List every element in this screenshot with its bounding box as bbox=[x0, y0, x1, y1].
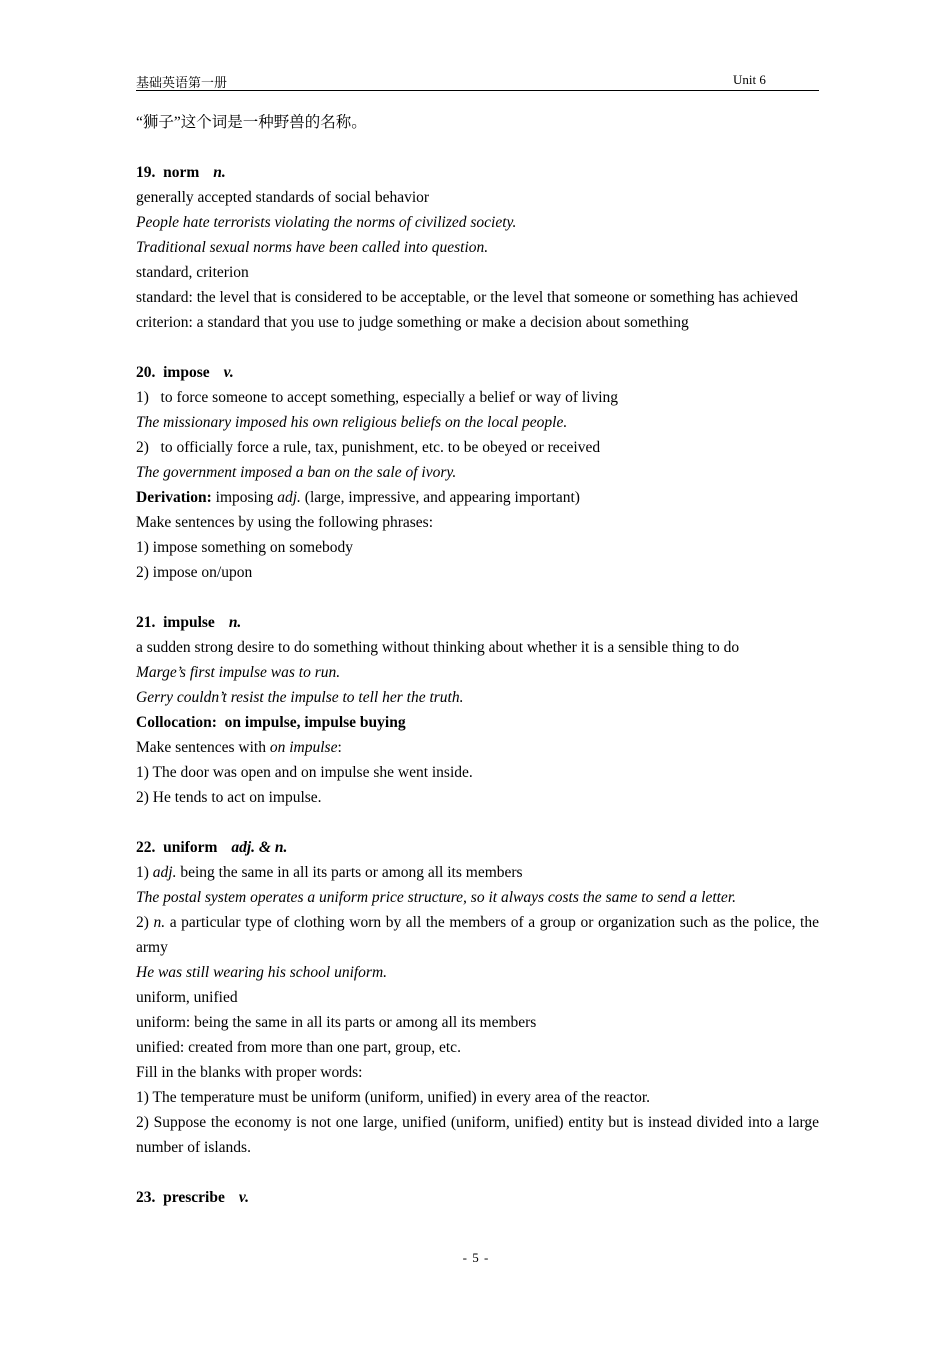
entry-pos: v. bbox=[238, 1189, 250, 1206]
exercise-item: 2) He tends to act on impulse. bbox=[136, 789, 322, 806]
entry-word: 22. uniform bbox=[136, 839, 218, 856]
synonym-definition: uniform: being the same in all its parts or among all its members bbox=[136, 1014, 537, 1031]
header-book-title: 基础英语第一册 bbox=[136, 75, 228, 90]
derivation-pos: adj. bbox=[277, 489, 301, 506]
intro-line: “狮子”这个词是一种野兽的名称。 bbox=[136, 114, 367, 131]
spacer bbox=[136, 585, 819, 610]
definition: 2) to officially force a rule, tax, punishment, etc. to be obeyed or received bbox=[136, 439, 601, 456]
header-unit: Unit 6 bbox=[733, 72, 766, 87]
example-sentence: Marge’s first impulse was to run. bbox=[136, 664, 341, 681]
synonym-definition: criterion: a standard that you use to judge something or make a decision about something bbox=[136, 314, 689, 331]
entry-word: 19. norm bbox=[136, 164, 200, 181]
definition-number: 1) bbox=[136, 864, 153, 881]
instruction-colon: : bbox=[337, 739, 342, 756]
exercise-item: 2) Suppose the economy is not one large, unified (uniform, unified) entity but is instead divided into a large number of islands. bbox=[136, 1114, 819, 1156]
exercise-instruction: Make sentences by using the following phrases: bbox=[136, 514, 434, 531]
exercise-item: 1) impose something on somebody bbox=[136, 539, 353, 556]
exercise-instruction bbox=[136, 735, 819, 760]
example-sentence: The postal system operates a uniform price structure, so it always costs the same to send a letter. bbox=[136, 889, 737, 906]
page-number: - 5 - bbox=[462, 1250, 490, 1265]
entry-pos: n. bbox=[213, 164, 226, 181]
spacer bbox=[136, 335, 819, 360]
definition: generally accepted standards of social behavior bbox=[136, 189, 430, 206]
page-header bbox=[136, 70, 819, 91]
example-sentence: People hate terrorists violating the norms of civilized society. bbox=[136, 214, 517, 231]
page-body bbox=[136, 110, 819, 1210]
synonym-definition: standard: the level that is considered to be acceptable, or the level that someone or something has achieved bbox=[136, 289, 798, 306]
synonym-definition: unified: created from more than one part, group, etc. bbox=[136, 1039, 461, 1056]
entry-pos: v. bbox=[223, 364, 234, 381]
example-sentence: The government imposed a ban on the sale of ivory. bbox=[136, 464, 457, 481]
entry-pos: adj. & n. bbox=[231, 839, 288, 856]
definition-text: a particular type of clothing worn by all the members of a group or organization such as the police, the army bbox=[136, 914, 819, 956]
derivation-word: imposing bbox=[211, 489, 278, 506]
definition: 1) to force someone to accept something, especially a belief or way of living bbox=[136, 389, 619, 406]
exercise-item: 2) impose on/upon bbox=[136, 564, 253, 581]
definition: a sudden strong desire to do something without thinking about whether it is a sensible thing to do bbox=[136, 639, 740, 656]
spacer bbox=[136, 135, 819, 160]
definition-text: being the same in all its parts or among all its members bbox=[176, 864, 523, 881]
derivation-meaning: (large, impressive, and appearing important) bbox=[300, 489, 580, 506]
example-sentence: He was still wearing his school uniform. bbox=[136, 964, 388, 981]
spacer bbox=[136, 810, 819, 835]
definition-number: 2) bbox=[136, 914, 154, 931]
instruction-phrase: on impulse bbox=[269, 739, 338, 756]
definition bbox=[136, 860, 819, 885]
collocation-line: Collocation: on impulse, impulse buying bbox=[136, 714, 406, 731]
entry-prescribe-heading bbox=[136, 1185, 819, 1210]
definition bbox=[136, 910, 819, 960]
derivation-label: Derivation: bbox=[136, 489, 212, 506]
exercise-instruction: Fill in the blanks with proper words: bbox=[136, 1064, 363, 1081]
entry-impulse-heading bbox=[136, 610, 819, 635]
example-sentence: Gerry couldn’t resist the impulse to tell her the truth. bbox=[136, 689, 464, 706]
definition-pos: adj. bbox=[152, 864, 177, 881]
entry-word: 23. prescribe bbox=[136, 1189, 225, 1206]
definition-pos: n. bbox=[153, 914, 166, 931]
entry-impose-heading bbox=[136, 360, 819, 385]
exercise-item: 1) The temperature must be uniform (uniform, unified) in every area of the reactor. bbox=[136, 1089, 651, 1106]
example-sentence: The missionary imposed his own religious beliefs on the local people. bbox=[136, 414, 568, 431]
instruction-text: Make sentences with bbox=[136, 739, 270, 756]
entry-pos: n. bbox=[228, 614, 242, 631]
entry-word: 20. impose bbox=[136, 364, 210, 381]
entry-word: 21. impulse bbox=[136, 614, 215, 631]
exercise-item: 1) The door was open and on impulse she went inside. bbox=[136, 764, 473, 781]
synonyms: standard, criterion bbox=[136, 264, 249, 281]
synonyms: uniform, unified bbox=[136, 989, 238, 1006]
derivation-line bbox=[136, 485, 819, 510]
spacer bbox=[136, 1160, 819, 1185]
entry-uniform-heading bbox=[136, 835, 819, 860]
example-sentence: Traditional sexual norms have been called into question. bbox=[136, 239, 489, 256]
entry-norm-heading bbox=[136, 160, 819, 185]
